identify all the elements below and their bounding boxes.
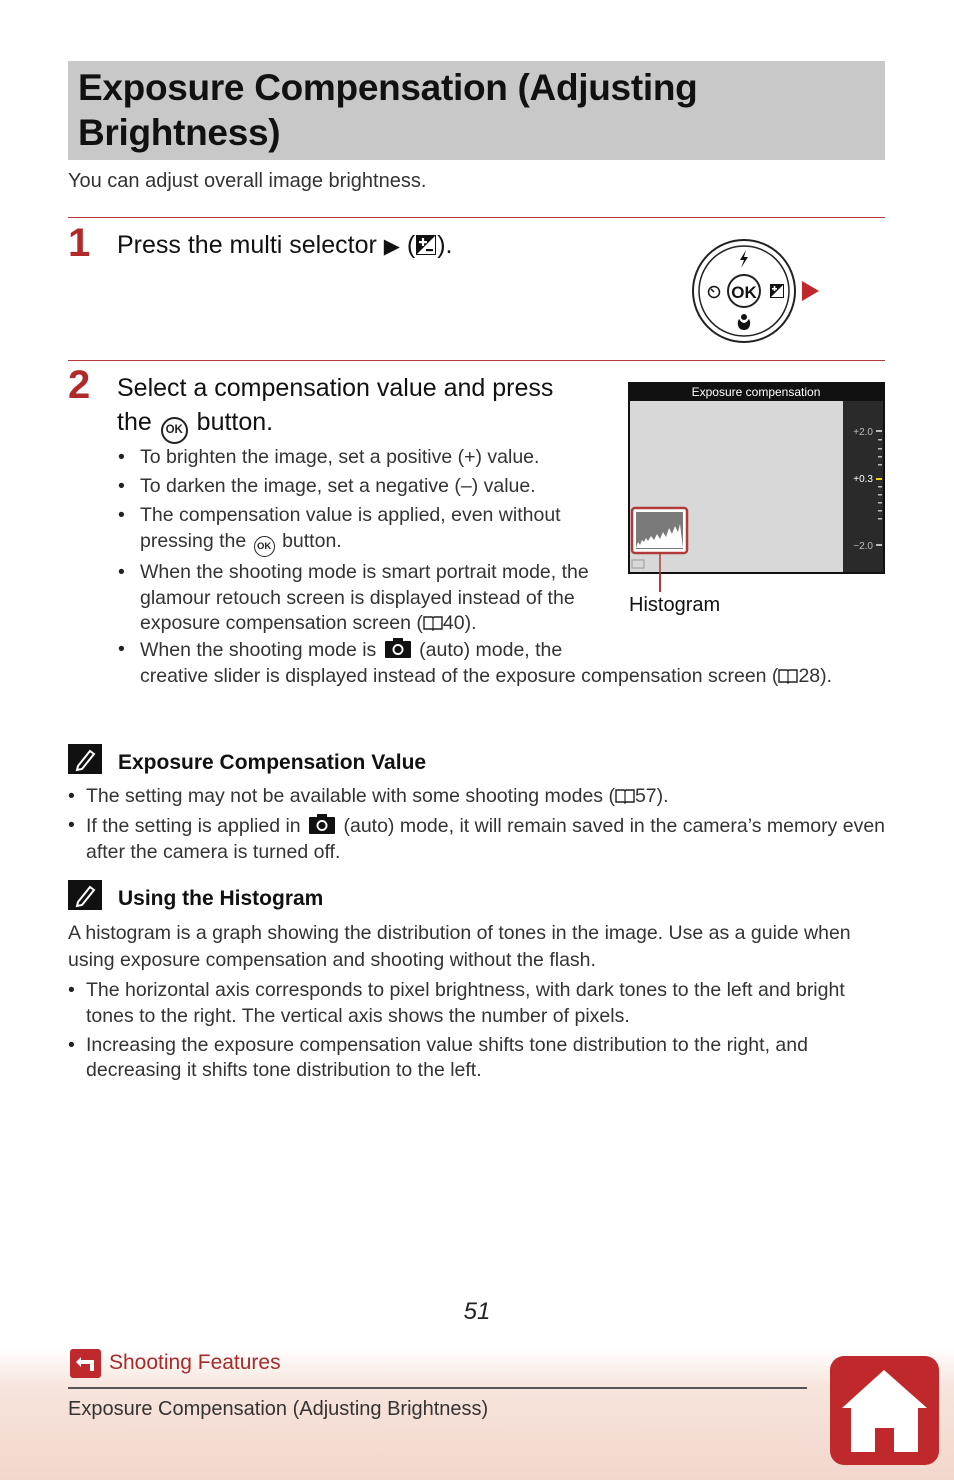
back-section-icon[interactable] <box>70 1349 101 1378</box>
list-item: • The horizontal axis corresponds to pixel brightness, with dark tones to the left and bright tones to the right. The vertical axis shows the number of pixels. <box>68 978 888 1029</box>
book-ref-icon <box>423 615 443 631</box>
list-item: • The setting may not be available with some shooting modes ( 57). <box>68 784 888 810</box>
step2-bullet-list <box>118 445 598 640</box>
scale-top-label: +2.0 <box>853 427 873 438</box>
note-ecv-list <box>68 784 888 869</box>
note-histogram-list <box>68 978 888 1087</box>
list-item: • Increasing the exposure compensation value shifts tone distribution to the right, and decreasing it shifts tone distribution to the left. <box>68 1033 888 1084</box>
footer-divider <box>68 1387 807 1389</box>
page-title: Exposure Compensation (Adjusting Brightness) <box>78 67 698 153</box>
note-pencil-icon <box>68 880 102 910</box>
histogram-paragraph: A histogram is a graph showing the distribution of tones in the image. Use as a guide when using exposure compensation and shooting without the flash. <box>68 922 851 971</box>
note-pencil-icon <box>68 744 102 774</box>
right-arrow-icon: ▶ <box>383 235 400 258</box>
list-item: • To darken the image, set a negative (–) value. <box>118 474 598 500</box>
list-item: • The compensation value is applied, even without pressing the OK button. <box>118 503 598 557</box>
step2-number: 2 <box>68 363 91 407</box>
home-icon <box>830 1356 939 1465</box>
ok-button-icon: OK <box>254 536 275 557</box>
ok-button-label: OK <box>731 283 757 302</box>
list-item: • When the shooting mode is (auto) mode, the creative slider is displayed instead of the exposure compensation screen ( 28). <box>118 637 898 689</box>
section-link[interactable]: Shooting Features <box>109 1351 281 1374</box>
step2-bullet-list-wide <box>118 637 898 693</box>
multi-selector-diagram <box>690 237 825 345</box>
note-title-histogram: Using the Histogram <box>118 887 324 910</box>
step2-instruction: Select a compensation value and press the OK button. <box>117 371 597 444</box>
note-title-ecv: Exposure Compensation Value <box>118 751 427 774</box>
screen-header: Exposure compensation <box>691 385 821 399</box>
list-item: • If the setting is applied in (auto) mode, it will remain saved in the camera’s memory even after the camera is turned off. <box>68 813 888 865</box>
histogram-callout: Histogram <box>629 594 721 616</box>
step1-divider <box>68 217 885 218</box>
step1-number: 1 <box>68 221 91 265</box>
book-ref-icon <box>778 668 798 684</box>
camera-icon <box>384 637 412 659</box>
book-ref-icon <box>615 788 635 804</box>
list-item: • To brighten the image, set a positive (+) value. <box>118 445 598 471</box>
scale-current-label: +0.3 <box>853 474 873 485</box>
list-item: • When the shooting mode is smart portrait mode, the glamour retouch screen is displayed instead of the exposure compensation screen ( 40). <box>118 560 598 637</box>
title-band <box>68 61 885 160</box>
breadcrumb[interactable]: Exposure Compensation (Adjusting Brightness) <box>68 1398 489 1420</box>
ok-button-icon: OK <box>161 417 188 444</box>
home-button[interactable] <box>830 1356 939 1465</box>
callout-leader-extension <box>659 574 661 592</box>
step1-instruction: Press the multi selector ▶ ( ). <box>117 231 453 259</box>
exposure-comp-dial-icon <box>770 284 784 298</box>
step2-divider <box>68 360 885 361</box>
scale-bottom-label: −2.0 <box>853 541 873 552</box>
intro-text: You can adjust overall image brightness. <box>68 170 427 192</box>
exposure-comp-icon <box>415 234 437 256</box>
red-right-arrow-icon <box>802 281 819 301</box>
camera-icon <box>308 813 336 835</box>
page-number: 51 <box>463 1298 491 1325</box>
camera-screen-illustration <box>628 382 885 574</box>
